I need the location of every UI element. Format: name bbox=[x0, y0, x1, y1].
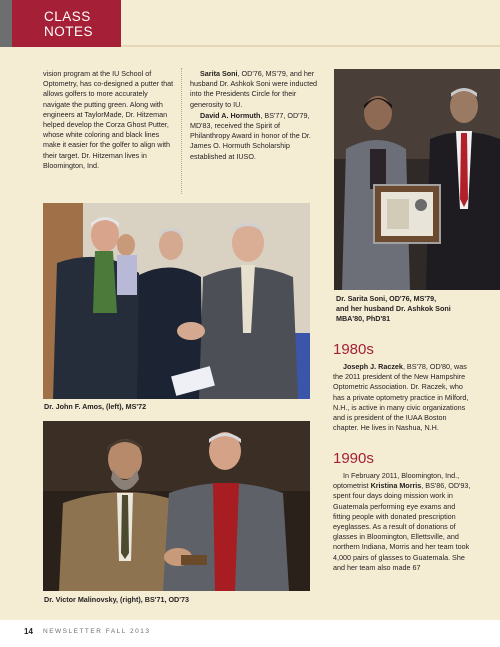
section-title-line1: CLASS bbox=[44, 9, 91, 24]
column-divider bbox=[181, 68, 182, 194]
section-title-line2: NOTES bbox=[44, 24, 94, 39]
soni-caption-line2: and her husband Dr. Ashkok Soni bbox=[336, 304, 451, 313]
raczek-paragraph bbox=[333, 362, 473, 433]
hormuth-name: David A. Hormuth bbox=[200, 110, 261, 120]
amos-photo-illustration bbox=[43, 203, 310, 399]
raczek-name: Joseph J. Raczek bbox=[343, 362, 403, 371]
soni-caption-line3: MBA'80, PhD'81 bbox=[336, 314, 391, 323]
newsletter-label: NEWSLETTER FALL 2013 bbox=[43, 628, 151, 635]
malinovsky-photo-illustration bbox=[43, 421, 310, 591]
hitzeman-paragraph: vision program at the IU School of Optometry, has co-designed a putter that allows golfers to more accurately navigate the putting green. Along with engineers at TaylorMade, Dr. Hitzeman helped develop the Corza Ghost Putter, whose white coloring and black lines make it easier for the golfer to align with their target. Dr. Hitzeman lives in Bloomington, Ind. bbox=[43, 69, 174, 170]
soni-caption-line1: Dr. Sarita Soni, OD'76, MS'79, bbox=[336, 294, 437, 303]
page-number: 14 bbox=[24, 627, 33, 636]
soni-photo-illustration bbox=[334, 69, 500, 290]
header-gray-block bbox=[0, 0, 12, 47]
amos-caption: Dr. John F. Amos, (left), MS'72 bbox=[44, 402, 147, 411]
soni-paragraph bbox=[190, 69, 318, 110]
hormuth-paragraph bbox=[190, 111, 318, 162]
morris-text-before: In February 2011, Bloomington, Ind., optometrist bbox=[333, 471, 460, 491]
soni-photo bbox=[334, 69, 500, 290]
column-2-text bbox=[190, 69, 318, 162]
footer bbox=[0, 620, 500, 647]
amos-photo bbox=[43, 203, 310, 399]
morris-name: Kristina Morris bbox=[370, 481, 422, 491]
soni-caption bbox=[336, 294, 496, 324]
header-rule bbox=[121, 45, 500, 47]
section-tab bbox=[12, 0, 121, 47]
section-1990s-text bbox=[333, 471, 473, 573]
section-1980s-text bbox=[333, 362, 473, 433]
soni-name: Sarita Soni bbox=[200, 69, 238, 78]
soni-text: , OD'76, MS'79, and her husband Dr. Ashkok Soni were inducted into the Presidents Circle for their generosity to IU. bbox=[190, 69, 318, 109]
decade-heading-1980s: 1980s bbox=[333, 341, 374, 358]
morris-text-after: , BS'86, OD'93, spent four days doing mission work in Guatemala performing eye exams and fitting people with donated prescription eyeglasses. As a result of donations of glasses in Bloomington, Ellettsville, and northern Indiana, Morris and her team took 4,000 pairs of glasses to Guatemala. She and her team also made 67 bbox=[333, 481, 471, 572]
decade-heading-1990s: 1990s bbox=[333, 450, 374, 467]
malinovsky-photo bbox=[43, 421, 310, 591]
malinovsky-caption: Dr. Victor Malinovsky, (right), BS'71, OD'73 bbox=[44, 595, 189, 604]
hormuth-text: , BS'77, OD'79, MD'83, received the Spirit of Philanthropy Award in honor of the Dr. James O. Hormuth Scholarship established at IUSO. bbox=[190, 110, 311, 161]
morris-paragraph bbox=[333, 471, 473, 573]
raczek-text: , BS'78, OD'80, was the 2011 president of the New Hampshire Optometric Association. Dr. Raczek, who has a private optometry practice in Milford, N.H., is active in many civic organizations and is president of the IUAA Boston chapter. He lives in Nashua, N.H. bbox=[333, 362, 469, 433]
column-1-text bbox=[43, 69, 175, 171]
